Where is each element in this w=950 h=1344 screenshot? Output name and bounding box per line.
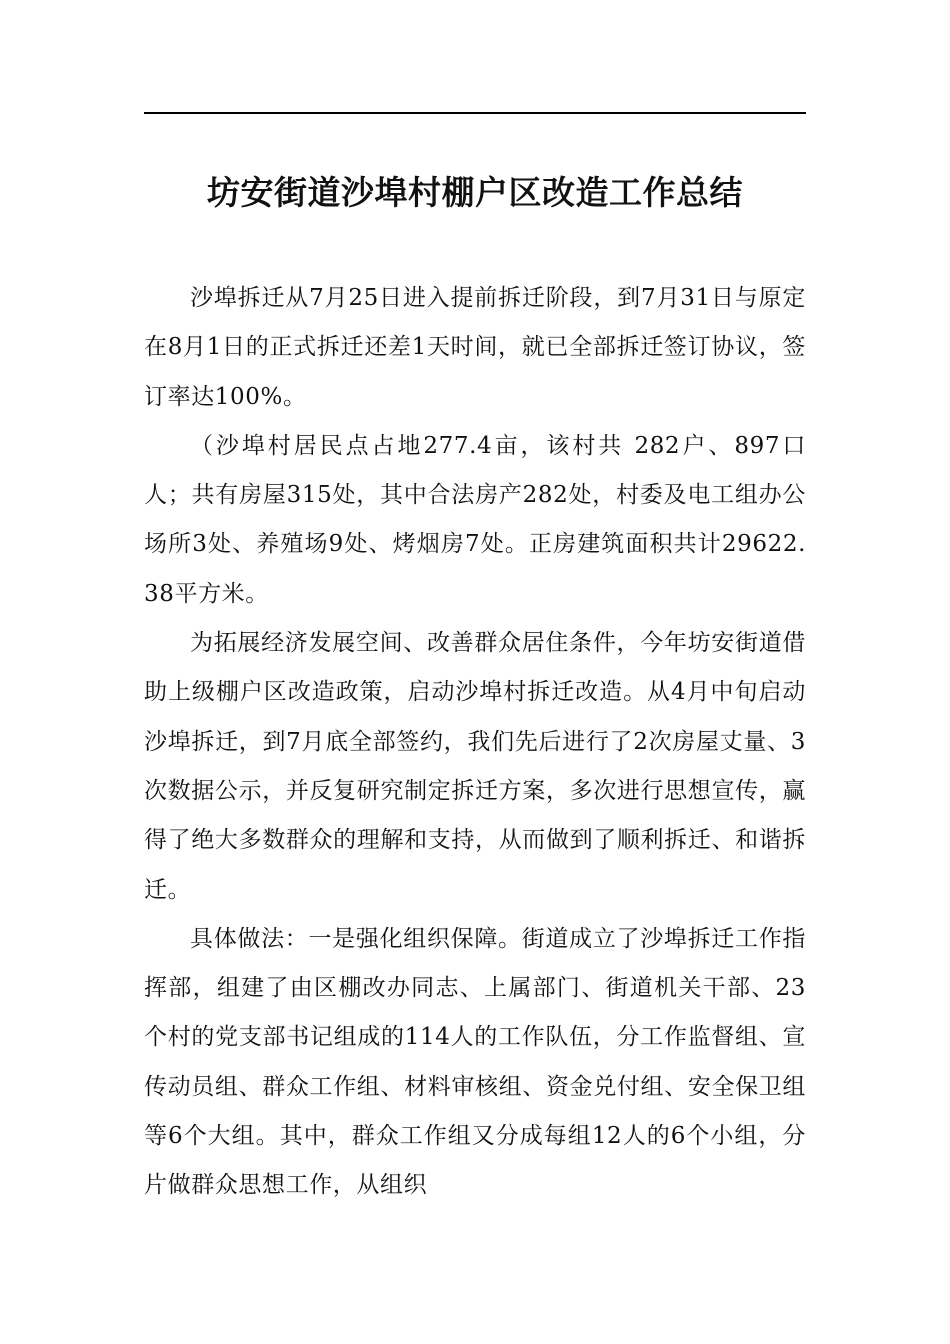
paragraph-4: 具体做法：一是强化组织保障。街道成立了沙埠拆迁工作指挥部，组建了由区棚改办同志、上属部门、街道机关干部、23个村的党支部书记组成的114人的工作队伍，分工作监督组、宣传动员组、群众工作组、材料审核组、资金兑付组、安全保卫组等6个大组。其中，群众工作组又分成每组12人的6个小组，分片做群众思想工作，从组织: [144, 925, 806, 1199]
document-body: [144, 274, 806, 1211]
paragraph-3: 为拓展经济发展空间、改善群众居住条件，今年坊安街道借助上级棚户区改造政策，启动沙埠村拆迁改造。从4月中旬启动沙埠拆迁，到7月底全部签约，我们先后进行了2次房屋丈量、3次数据公示，并反复研究制定拆迁方案，多次进行思想宣传，赢得了绝大多数群众的理解和支持，从而做到了顺利拆迁、和谐拆迁。: [144, 630, 806, 903]
document-title: 坊安街道沙埠村棚户区改造工作总结: [207, 173, 743, 212]
paragraph-2: （沙埠村居民点占地277.4亩，该村共 282户、897口人；共有房屋315处，其中合法房产282处，村委及电工组办公场所3处、养殖场9处、烤烟房7处。正房建筑面积共计29622.38平方米。: [144, 432, 806, 607]
paragraph-1: 沙埠拆迁从7月25日进入提前拆迁阶段，到7月31日与原定在8月1日的正式拆迁还差1天时间，就已全部拆迁签订协议，签订率达100%。: [144, 285, 806, 410]
header-rule: [144, 112, 806, 114]
